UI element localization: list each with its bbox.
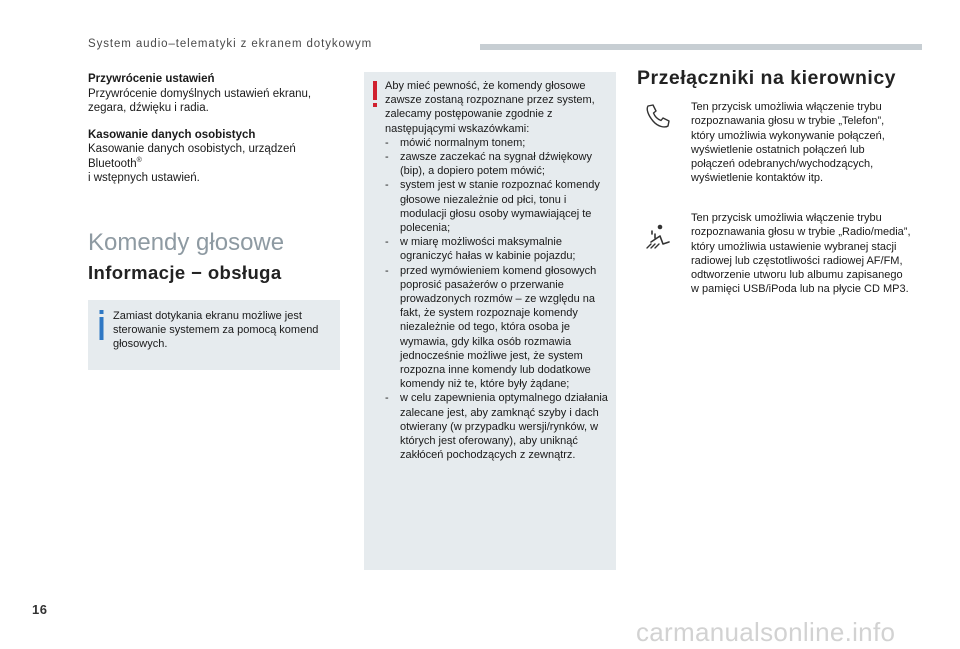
- warning-box: [364, 72, 616, 570]
- page-header-title: System audio–telematyki z ekranem dotykowym: [88, 38, 373, 50]
- reset-section: [88, 72, 348, 116]
- info-icon: [98, 310, 105, 340]
- list-item-text: system jest w stanie rozpoznać komendy głosowe niezależnie od płci, tonu i modulacji głosu osoby wymawiającej te polecenia;: [400, 179, 600, 235]
- info-operation-heading: Informacje − obsługa: [88, 262, 282, 283]
- list-dash: -: [385, 264, 389, 277]
- list-item-text: w miarę możliwości maksymalnie ograniczyć hałas w kabinie pojazdu;: [400, 236, 576, 263]
- list-item: [385, 391, 613, 462]
- list-item-text: przed wymówieniem komend głosowych poprosić pasażerów o przerwanie prowadzonych rozmów – ze względu na fakt, że system rozpoznaje komendy niezależnie od tego, która osoba je wymawia, gdy kilka osób rozmawia jednocześnie możliwe jest, że system rozpozna inne komendy lub dodatkowe komendy niż te, które były żądane;: [400, 264, 597, 391]
- header-bar: [480, 44, 922, 50]
- list-item-text: zawsze zaczekać na sygnał dźwiękowy (bip), a dopiero potem mówić;: [400, 151, 592, 178]
- list-item: [385, 150, 613, 178]
- warning-icon: [372, 81, 378, 107]
- list-dash: -: [385, 392, 389, 405]
- left-column: [88, 72, 348, 198]
- list-item-text: w celu zapewnienia optymalnego działania zalecane jest, aby zamknąć szyby i dach otwierany (w przypadku wersji/rynków, w których jest oferowany), aby uniknąć zakłóceń pochodzących z zewnątrz.: [400, 392, 608, 462]
- reset-text: Przywrócenie domyślnych ustawień ekranu, zegara, dźwięku i radia.: [88, 87, 312, 114]
- delete-text-a: Kasowanie danych osobistych, urządzeń Bluetooth: [88, 143, 296, 170]
- reset-heading: Przywrócenie ustawień: [88, 73, 215, 85]
- voice-commands-heading: Komendy głosowe: [88, 229, 285, 256]
- list-item: [385, 264, 613, 392]
- watermark: carmanualsonline.info: [636, 617, 896, 647]
- info-note-box: [88, 300, 340, 370]
- list-dash: -: [385, 236, 389, 249]
- page-number: 16: [32, 602, 48, 617]
- delete-section: [88, 128, 348, 186]
- list-item-text: mówić normalnym tonem;: [400, 136, 526, 149]
- info-note-text: Zamiast dotykania ekranu możliwe jest sterowanie systemem za pomocą komend głosowych.: [113, 310, 319, 350]
- list-dash: -: [385, 136, 389, 149]
- phone-button-text: Ten przycisk umożliwia włączenie trybu rozpoznawania głosu w trybie „Telefon”, który umożliwia wykonywanie połączeń, wyświetlenie ostatnich połączeń lub połączeń odebranych/wychodzących, wyświetlenie kontaktów itp.: [691, 101, 885, 185]
- steering-switches-heading: Przełączniki na kierownicy: [637, 67, 897, 89]
- warning-list: [385, 136, 613, 463]
- list-item: [385, 235, 613, 263]
- list-item: [385, 136, 613, 150]
- delete-text: [88, 142, 348, 186]
- voice-command-icon: [643, 222, 673, 252]
- phone-icon: [643, 101, 673, 131]
- list-item: [385, 178, 613, 235]
- warning-text: [385, 79, 613, 462]
- delete-heading: Kasowanie danych osobistych: [88, 128, 256, 141]
- list-dash: -: [385, 151, 389, 164]
- registered-mark: ®: [136, 156, 142, 164]
- media-button-text: Ten przycisk umożliwia włączenie trybu rozpoznawania głosu w trybie „Radio/media”, który umożliwia ustawienie wybranej stacji radiowej lub częstotliwości radiowej AF/FM, odtworzenie utworu lub albumu zapisanego w pamięci USB/iPoda lub na płycie CD MP3.: [691, 212, 911, 296]
- warning-intro: Aby mieć pewność, że komendy głosowe zawsze zostaną rozpoznane przez system, zalecamy postępowanie zgodnie z następującymi wskazówkami:: [385, 80, 595, 135]
- delete-text-b: i wstępnych ustawień.: [88, 172, 200, 184]
- list-dash: -: [385, 179, 389, 192]
